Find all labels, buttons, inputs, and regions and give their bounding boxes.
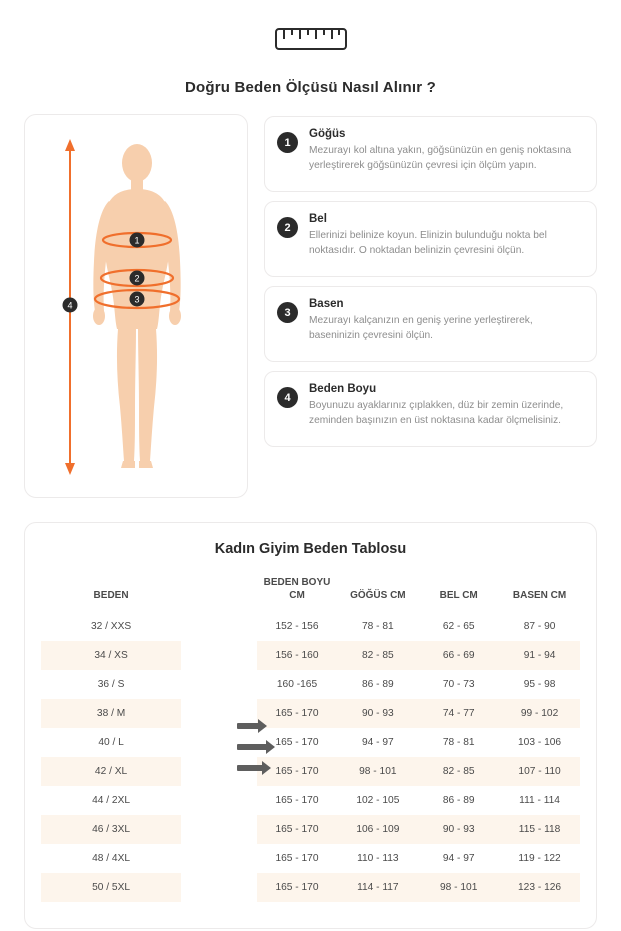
step-text-3: Mezurayı kalçanızın en geniş yerine yerleştirerek, baseninizin çevresini ölçün. <box>309 315 533 341</box>
cell-spacer <box>181 670 256 699</box>
cell-beden: 46 / 3XL <box>41 815 181 844</box>
body-figure-card <box>24 114 248 498</box>
steps-list <box>264 114 597 447</box>
cell-gogus: 86 - 89 <box>361 679 394 690</box>
cell-beden-boyu: 152 - 156 <box>275 621 319 632</box>
cell-beden-boyu: 165 - 170 <box>257 699 338 728</box>
cell-spacer <box>181 641 256 670</box>
cell-gogus: 82 - 85 <box>337 641 418 670</box>
cell-beden: 32 / XXS <box>90 621 132 632</box>
arrow-1 <box>237 719 275 733</box>
arrow-2 <box>237 740 275 754</box>
cell-beden-boyu: 165 - 170 <box>257 873 338 902</box>
table-row <box>41 641 580 670</box>
table-row <box>41 699 580 728</box>
svg-text:4: 4 <box>67 300 73 311</box>
size-table <box>41 571 580 902</box>
table-row <box>41 612 580 641</box>
cell-spacer <box>181 786 256 815</box>
cell-beden-boyu: 165 - 170 <box>257 757 338 786</box>
cell-bel: 70 - 73 <box>442 679 475 690</box>
step-badge-2: 2 <box>277 217 298 238</box>
table-header-row <box>41 571 580 612</box>
page-title: Doğru Beden Ölçüsü Nasıl Alınır ? <box>184 79 437 96</box>
step-item-4 <box>264 371 597 447</box>
cell-beden: 40 / L <box>98 737 124 748</box>
cell-bel: 90 - 93 <box>418 815 499 844</box>
table-row <box>41 844 580 873</box>
cell-gogus: 102 - 105 <box>356 795 400 806</box>
cell-bel: 62 - 65 <box>442 621 475 632</box>
cell-beden-boyu: 165 - 170 <box>275 853 319 864</box>
cell-bel: 74 - 77 <box>418 699 499 728</box>
cell-basen: 99 - 102 <box>499 699 580 728</box>
cell-beden-boyu: 165 - 170 <box>257 815 338 844</box>
cell-beden: 36 / S <box>97 679 125 690</box>
svg-text:2: 2 <box>134 273 140 284</box>
size-table-title: Kadın Giyim Beden Tablosu <box>214 541 407 557</box>
header-gogus: GÖĞÜS CM <box>350 589 406 601</box>
table-row <box>41 815 580 844</box>
cell-beden: 42 / XL <box>41 757 181 786</box>
cell-basen: 111 - 114 <box>519 795 560 806</box>
cell-gogus: 106 - 109 <box>337 815 418 844</box>
step-item-2 <box>264 201 597 277</box>
step-text-1: Mezurayı kol altına yakın, göğsünüzün en geniş noktasına yerleştirerek göğsünüzün çevresi için ölçüm yapın. <box>309 145 572 171</box>
cell-basen: 123 - 126 <box>499 873 580 902</box>
arrows-decoration <box>237 719 275 775</box>
step-text-4: Boyunuzu ayaklarınız çıplakken, düz bir zemin üzerinde, zeminden başınızın en üst noktasına kadar ölçmelisiniz. <box>309 400 564 426</box>
cell-beden-boyu: 165 - 170 <box>275 795 319 806</box>
cell-gogus: 94 - 97 <box>361 737 394 748</box>
step-item-3 <box>264 286 597 362</box>
cell-bel: 82 - 85 <box>418 757 499 786</box>
table-row <box>41 728 580 757</box>
table-body <box>41 612 580 902</box>
cell-basen: 103 - 106 <box>518 737 562 748</box>
cell-gogus: 98 - 101 <box>337 757 418 786</box>
cell-basen: 119 - 122 <box>518 853 561 864</box>
cell-basen: 87 - 90 <box>523 621 556 632</box>
cell-beden-boyu: 156 - 160 <box>257 641 338 670</box>
cell-spacer <box>181 873 256 902</box>
step-text-2: Ellerinizi belinize koyun. Elinizin bulunduğu nokta bel noktasıdır. O noktadan belinizin çevresini ölçün. <box>309 230 547 256</box>
step-title-2: Bel <box>309 213 327 225</box>
cell-gogus: 78 - 81 <box>361 621 394 632</box>
table-row <box>41 786 580 815</box>
ruler-icon <box>275 22 347 61</box>
step-title-3: Basen <box>309 298 344 310</box>
header-bel: BEL CM <box>439 589 478 601</box>
header-basen: BASEN CM <box>512 589 567 601</box>
header-beden: BEDEN <box>93 589 129 601</box>
cell-bel: 98 - 101 <box>418 873 499 902</box>
step-title-1: Göğüs <box>309 128 346 140</box>
step-badge-4: 4 <box>277 387 298 408</box>
step-badge-1: 1 <box>277 132 298 153</box>
cell-basen: 107 - 110 <box>499 757 580 786</box>
step-title-4: Beden Boyu <box>309 383 377 395</box>
svg-text:1: 1 <box>134 235 140 246</box>
cell-beden: 50 / 5XL <box>41 873 181 902</box>
arrow-3 <box>237 761 275 775</box>
cell-spacer <box>181 815 256 844</box>
cell-beden-boyu: 165 - 170 <box>275 737 319 748</box>
cell-gogus: 110 - 113 <box>357 853 399 864</box>
cell-beden: 34 / XS <box>41 641 181 670</box>
cell-gogus: 114 - 117 <box>337 873 418 902</box>
cell-beden: 48 / 4XL <box>92 853 131 864</box>
cell-gogus: 90 - 93 <box>337 699 418 728</box>
cell-basen: 115 - 118 <box>499 815 580 844</box>
cell-bel: 78 - 81 <box>442 737 475 748</box>
size-table-card <box>24 522 597 929</box>
step-badge-3: 3 <box>277 302 298 323</box>
cell-bel: 66 - 69 <box>418 641 499 670</box>
cell-spacer <box>181 612 256 641</box>
cell-basen: 95 - 98 <box>523 679 556 690</box>
cell-bel: 94 - 97 <box>442 853 475 864</box>
cell-bel: 86 - 89 <box>442 795 475 806</box>
table-row <box>41 873 580 902</box>
header-icon-row <box>0 0 621 61</box>
cell-spacer <box>181 844 256 873</box>
table-row <box>41 757 580 786</box>
cell-basen: 91 - 94 <box>499 641 580 670</box>
svg-text:3: 3 <box>134 294 140 305</box>
header-beden-boyu: BEDEN BOYU CM <box>263 577 331 601</box>
step-item-1 <box>264 116 597 192</box>
measurement-guide-section <box>0 96 621 498</box>
cell-beden: 38 / M <box>41 699 181 728</box>
body-figure-illustration <box>25 115 249 499</box>
header-spacer <box>181 571 256 612</box>
table-row <box>41 670 580 699</box>
cell-beden-boyu: 160 -165 <box>276 679 318 690</box>
cell-beden: 44 / 2XL <box>92 795 131 806</box>
